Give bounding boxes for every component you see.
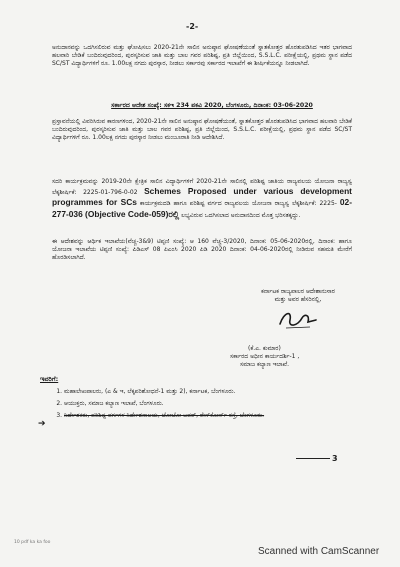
signature-icon [276, 308, 320, 332]
signature-block [228, 288, 368, 332]
divider [296, 458, 330, 459]
order-paragraph: ಪ್ರಸ್ತಾವನೆಯಲ್ಲಿ ವಿವರಿಸಿರುವ ಕಾರಣಗಳಿಂದ, 2020-21ನೇ ಸಾಲಿನ ಅನುಷ್ಠಾನ ಘೋಷಣೆಯಂತೆ, ಸ್ನಾತಕೋತ್ತರ ಹೊರತುಪಡಿಸಿದ ಭಾಗವಾದ ಹಲವಾರಿ ಬೇಡಿಕೆ ಬಂದಿರುವುದರಿಂದ, ಪುರಸ್ಕರಿಸುವ ಜಾತಿ ಮತ್ತು ಬಾಲ ಗವರ ಪರಿಶಿಷ್ಟ, ಪ್ರತಿ ಜಿಲ್ಲೆಯಿಂದ, S.S.L.C. ಪರೀಕ್ಷೆಯಲ್ಲಿ, ಪ್ರಥಮ ಸ್ಥಾನ ಪಡೆದ SC/ST ವಿದ್ಯಾರ್ಥಿಗಳಿಗೆ ರೂ. 1.00ಲಕ್ಷ ನಗದು ಪುರಸ್ಕಾರ ನೀಡಲು ಮಂಜೂರಾತಿ ನೀಡಿ ಆದೇಶಿಸಿದೆ. [52, 118, 352, 142]
officer-designation: ಸರ್ಕಾರದ ಅಧೀನ ಕಾರ್ಯದರ್ಶಿ-1 , [230, 353, 300, 360]
scheme-title: Schemes Proposed under various development programmes for SCs [52, 186, 352, 208]
governor-name-line: ಮತ್ತು ಅವರ ಹೆಸರಿನಲ್ಲಿ, [274, 296, 322, 303]
page-number: -2- [186, 22, 199, 31]
budget-paragraph-text: ಸದರಿ ಕಾರ್ಯಕ್ರಮವನ್ನು 2019-20ನೇ ಕ್ಷೇತ್ರಿಕ ಸಾಲಿನ ವಿದ್ಯಾರ್ಥಿಗಳಿಗೆ 2020-21ನೇ ಸಾಲಿನಲ್ಲಿ ಪರಿಶಿಷ್ಟ ಜಾತಿಯ ರಾಜ್ಯವಲಯ ಯೋಜನಾ ರಾಜ್ಯಸ್ವ ಲೆಕ್ಕಶೀರ್ಷಿಕೆ: 2225-01-796-0-02 [52, 178, 352, 197]
recipient-item: 1. ಮಹಾಲೇಖಪಾಲರು, (ಎ & ಇ, ಲೆಕ್ಕಪರಿಶೋಧನೆ-1 ಮತ್ತು 2), ಕರ್ನಾಟಕ, ಬೆಂಗಳೂರು. [64, 386, 364, 398]
recipient-item: 3. ನಿರ್ದೇಶಕರು, ಪರಿಶಿಷ್ಟ ವರ್ಗಗಳ ನಿರ್ದೇಶನಾಲಯ, ಟೋಬೋ ಟವರ್, ರೇಸ್‌ಕೋರ್ಸ್ ರಸ್ತೆ, ಬೆಂಗಳೂರು. [64, 410, 364, 422]
copy-to-label: ಇವರಿಗೆ: [40, 375, 59, 383]
scanner-watermark: Scanned with CamScanner [258, 546, 380, 557]
concurrence-paragraph: ಈ ಆದೇಶವನ್ನು ಆರ್ಥಿಕ ಇಲಾಖೆಯ(ವೆಚ್ಚ-3&9) ಟಿಪ್ಪಣಿ ಸಂಖ್ಯೆ: ಆ 160 ವೆಚ್ಚ-3/2020, ದಿನಾಂಕ: 05-06-2020ರಲ್ಲಿ, ದಿನಾಂಕ: ಹಾಗೂ ಯೋಜನಾ ಇಲಾಖೆಯ ಟಿಪ್ಪಣಿ ಸಂಖ್ಯೆ: ಪಿಡಿಎಸ್ 08 ಪಿಎಂಸಿ 2020 ಪಿಡಿ 2020 ದಿನಾಂಕ: 04-06-2020ರಲ್ಲಿ ನೀಡಿರುವ ಸಹಮತಿ ಮೇರೆಗೆ ಹೊರಡಿಸಲಾಗಿದೆ. [52, 238, 352, 262]
footnote: 10 pdf ka ka foo [14, 540, 51, 545]
budget-paragraph-mid: ಕಾರ್ಯಕ್ರಮದಡಿ ಹಾಗೂ ಪರಿಶಿಷ್ಟ ವರ್ಗದ ರಾಜ್ಯವಲಯ ಯೋಜನಾ ರಾಜ್ಯಸ್ವ ಲೆಕ್ಕಶೀರ್ಷಿಕೆ: 2225- [139, 200, 337, 208]
officer-details [230, 345, 350, 369]
government-order-reference: ಸರ್ಕಾರದ ಆದೇಶ ಸಂಖ್ಯೆ: ಸಕಇ 234 ಪಕವಿ 2020, ಬೆಂಗಳೂರು, ದಿನಾಂಕ: 03-06-2020 [111, 102, 313, 109]
next-page-marker [296, 454, 356, 463]
recipient-item: 2. ಆಯುಕ್ತರು, ಸಮಾಜ ಕಲ್ಯಾಣ ಇಲಾಖೆ, ಬೆಂಗಳೂರು. [64, 398, 364, 410]
intro-paragraph: ಅನುದಾನವನ್ನು ಒದಗಿಸಲಿರುವ ಮತ್ತು ಘೋಷಿಸಲು 2020-21ನೇ ಸಾಲಿನ ಅನುಷ್ಠಾನ ಘೋಷಣೆಯಂತೆ ಸ್ನಾತಕೋತ್ತರ ಹೊರತುಪಡಿಸಿದ ಇತರ ಭಾಗವಾದ ಹಲವಾರಿ ಬೇಡಿಕೆ ಬಂದಿರುವುದರಿಂದ, ಪುರಸ್ಕರಿಸುವ ಜಾತಿ ಮತ್ತು ಬಾಲ ಗವರ ಪರಿಶಿಷ್ಟ, ಪ್ರತಿ ಜಿಲ್ಲೆಯಿಂದ, S.S.L.C. ಪರೀಕ್ಷೆಯಲ್ಲಿ, ಪ್ರಥಮ ಸ್ಥಾನ ಪಡೆದ SC/ST ವಿದ್ಯಾರ್ಥಿಗಳಿಗೆ ರೂ. 1.00ಲಕ್ಷ ನಗದು ಪುರಸ್ಕಾರ, ನೀಡಲು ಸರ್ಕಾರವು ಸರ್ಕಾರದ ಇಲಾಖೆಗೆ ಈ ಶೀರ್ಷಿಕೆಯನ್ನೂ ನೀಡಲಾಗಿದೆ. [52, 44, 352, 68]
objective-code: 02-277-036 (Objective Code-059)ರಲ್ಲಿ [52, 197, 352, 219]
budget-paragraph-end: ಲಭ್ಯವಿರುವ ಒದಗಿಸಲಾದ ಅನುದಾನದಿಂದ ಮೊತ್ತ ಭರಿಸತಕ್ಕದ್ದು. [181, 211, 301, 219]
officer-name: (ಕೆ.ಎ. ಕುಮಾರ) [248, 345, 281, 352]
governor-order-line: ಕರ್ನಾಟಕ ರಾಜ್ಯಪಾಲರ ಆದೇಶಾನುಸಾರ [261, 288, 335, 295]
officer-department: ಸಮಾಜ ಕಲ್ಯಾಣ ಇಲಾಖೆ. [240, 361, 290, 368]
next-page-number: 3 [332, 454, 338, 463]
recipient-list [50, 386, 364, 422]
budget-paragraph [52, 178, 352, 220]
hand-arrow-icon: ➔ [38, 419, 46, 429]
